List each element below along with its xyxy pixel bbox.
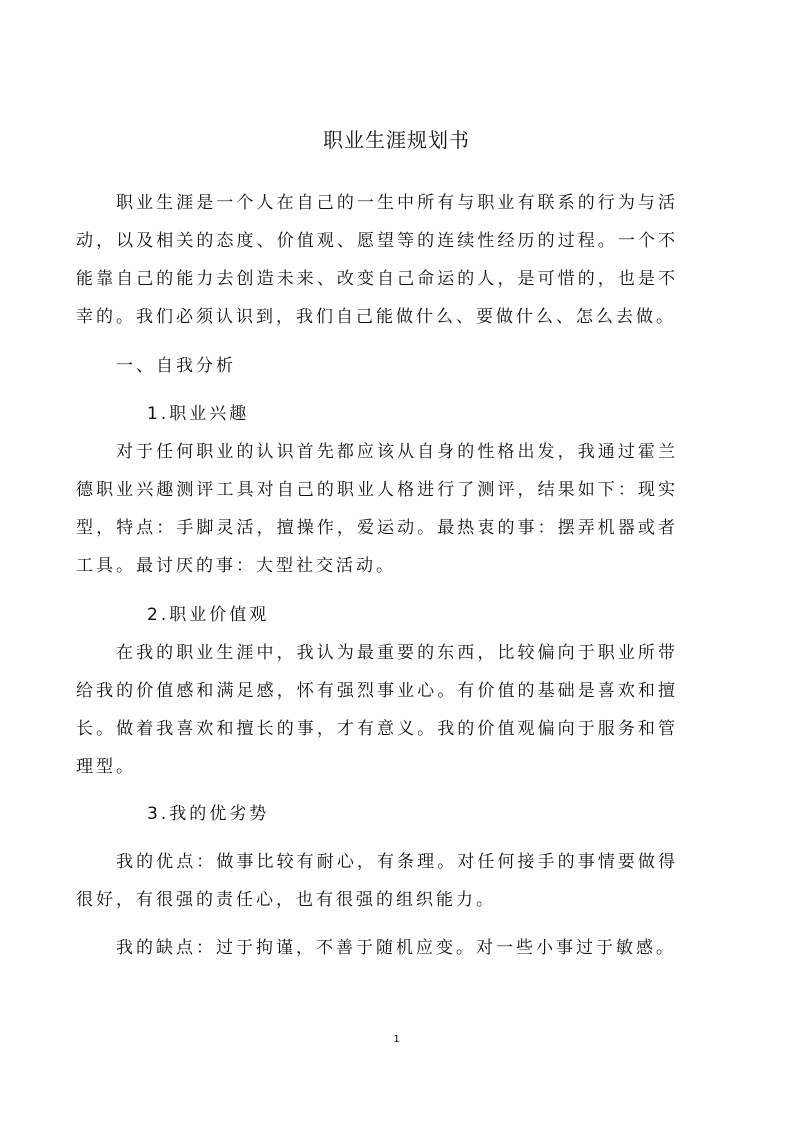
subheading-strengths-weaknesses: 3.我的优劣势 — [147, 804, 270, 824]
subheading-career-values: 2.职业价值观 — [147, 605, 270, 625]
page-number: 1 — [393, 1034, 400, 1045]
document-title: 职业生涯规划书 — [323, 128, 470, 152]
section-heading-self-analysis: 一、自我分析 — [116, 356, 236, 376]
strengths-paragraph: 我的优点：做事比较有耐心，有条理。对任何接手的事情要做得很好，有很强的责任心，也有很强的组织能力。 — [76, 852, 678, 910]
intro-paragraph: 职业生涯是一个人在自己的一生中所有与职业有联系的行为与活动，以及相关的态度、价值观、愿望等的连续性经历的过程。一个不能靠自己的能力去创造未来、改变自己命运的人，是可惜的，也是不幸的。我们必须认识到，我们自己能做什么、要做什么、怎么去做。 — [76, 193, 678, 327]
values-paragraph: 在我的职业生涯中，我认为最重要的东西，比较偏向于职业所带给我的价值感和满足感，怀有强烈事业心。有价值的基础是喜欢和擅长。做着我喜欢和擅长的事，才有意义。我的价值观偏向于服务和管理型。 — [76, 643, 678, 777]
weaknesses-paragraph: 我的缺点：过于拘谨，不善于随机应变。对一些小事过于敏感。 — [116, 938, 676, 958]
subheading-career-interest: 1.职业兴趣 — [147, 404, 250, 424]
interest-paragraph: 对于任何职业的认识首先都应该从自身的性格出发，我通过霍兰德职业兴趣测评工具对自己的职业人格进行了测评，结果如下：现实型，特点：手脚灵活，擅操作，爱运动。最热衷的事：摆弄机器或者工具。最讨厌的事：大型社交活动。 — [76, 442, 678, 576]
